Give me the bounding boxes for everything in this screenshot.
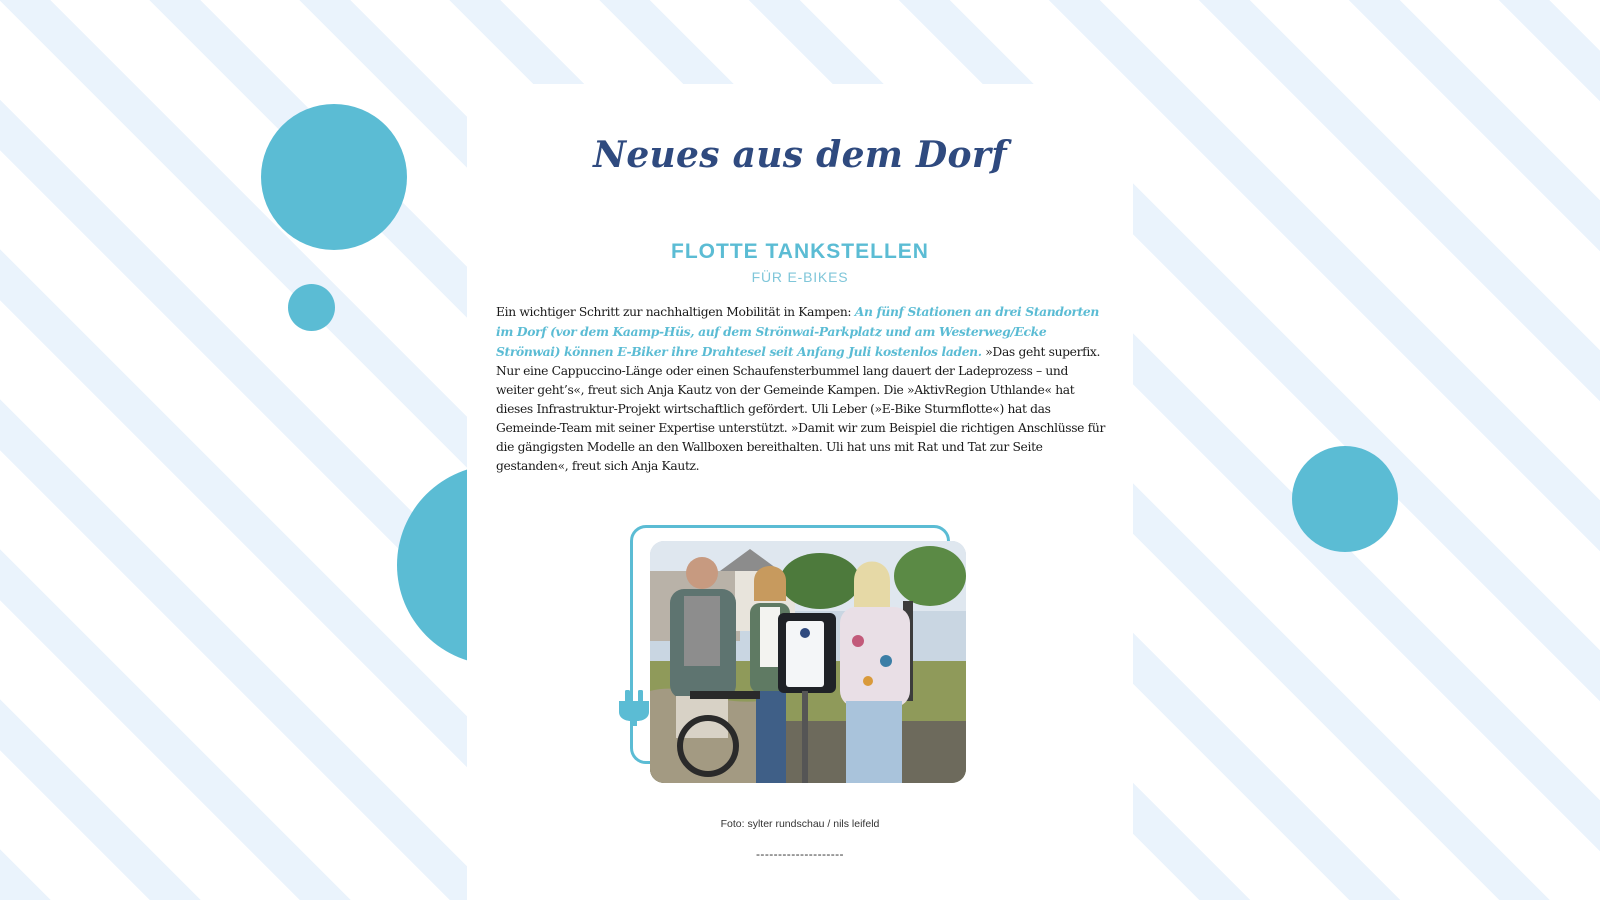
article-subheading: FÜR E-BIKES [751, 269, 849, 285]
article-intro: Ein wichtiger Schritt zur nachhaltigen Mobilität in Kampen: [496, 305, 855, 319]
article-page [467, 84, 1133, 900]
plug-icon [617, 688, 651, 726]
photo-caption: Foto: sylter rundschau / nils leifeld [720, 818, 880, 830]
article-body [496, 302, 1108, 476]
decorative-circle-large [261, 104, 407, 250]
article-highlight: An fünf Stationen an drei Standorten im Dorf (vor dem Kaamp-Hüs, auf dem Strönwai-Parkplatz und am Westerweg/Ecke Strönwai) können E-Biker ihre Drahtesel seit Anfang Juli kostenlos laden. [496, 304, 1099, 359]
article-heading: FLOTTE TANKSTELLEN [671, 240, 929, 263]
article-body-text: »Das geht superfix. Nur eine Cappuccino-Länge oder einen Schaufensterbummel lang dauert der Ladeprozess – und weiter geht’s«, freut sich Anja Kautz von der Gemeinde Kampen. Die »AktivRegion Uthlande« hat dieses Infrastruktur-Projekt wirtschaftlich gefördert. Uli Leber (»E-Bike Sturmflotte«) hat das Gemeinde-Team mit seiner Expertise unterstützt. »Damit wir zum Beispiel die richtigen Anschlüsse für die gängigsten Modelle an den Wallboxen bereithalten. Uli hat uns mit Rat und Tat zur Seite gestanden«, freut sich Anja Kautz. [496, 345, 1105, 473]
page-title: Neues aus dem Dorf [593, 134, 1007, 176]
article-photo [650, 541, 966, 783]
decorative-circle-small [288, 284, 335, 331]
decorative-circle-right [1292, 446, 1398, 552]
section-divider: -------------------- [756, 847, 844, 861]
